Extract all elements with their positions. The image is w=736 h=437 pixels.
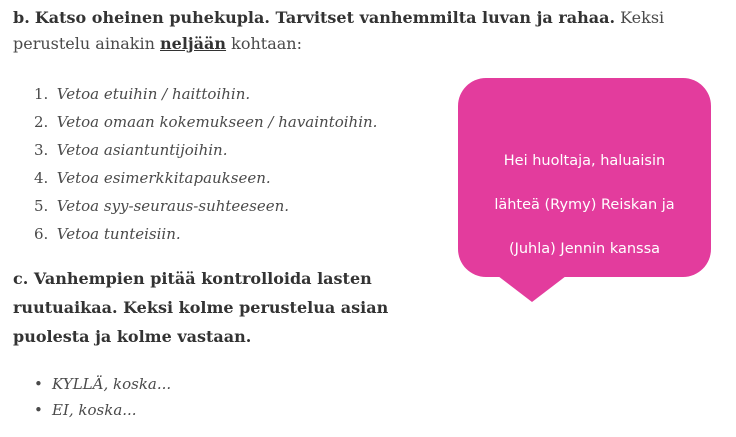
reasons-list	[34, 80, 377, 248]
section-c-line-2: ruutuaikaa. Keksi kolme perustelua asian	[13, 298, 389, 317]
speech-bubble-line: Hei huoltaja, haluaisin	[503, 153, 666, 169]
bullet-icon: •	[34, 375, 43, 393]
list-item-text: Vetoa syy-seuraus-suhteeseen.	[56, 197, 290, 215]
list-item-text: KYLLÄ, koska...	[52, 375, 172, 393]
list-item	[34, 192, 377, 220]
list-item-number: 1.	[34, 85, 49, 103]
section-b-bold-text: Katso oheinen puhekupla. Tarvitset vanhemmilta luvan ja rahaa.	[34, 8, 616, 27]
list-item	[34, 80, 377, 108]
section-b-text-after: kohtaan:	[231, 34, 302, 53]
speech-bubble-line: mökille sienestämään	[505, 285, 664, 301]
speech-bubble-tail	[498, 276, 566, 302]
section-c-line-3: puolesta ja kolme vastaan.	[13, 327, 252, 346]
list-item-text: Vetoa omaan kokemukseen / havaintoihin.	[56, 113, 378, 131]
list-item	[34, 136, 377, 164]
speech-bubble-text	[458, 128, 711, 370]
section-c-line-1	[13, 264, 403, 293]
list-item	[34, 371, 171, 397]
list-item-text: Vetoa esimerkkitapaukseen.	[56, 169, 271, 187]
section-b-keyword: neljään	[160, 34, 227, 53]
section-c-line-1-text: Vanhempien pitää kontrolloida lasten	[33, 269, 372, 288]
list-item-number: 2.	[34, 113, 49, 131]
answers-list	[34, 371, 171, 423]
list-item-text: Vetoa asiantuntijoihin.	[56, 141, 228, 159]
section-b-label: b.	[13, 8, 30, 27]
bullet-icon: •	[34, 401, 43, 419]
list-item	[34, 108, 377, 136]
speech-bubble	[458, 78, 711, 345]
list-item-number: 6.	[34, 225, 49, 243]
list-item	[34, 397, 171, 423]
speech-bubble-line: viikonlopuksi. Sopiiko?	[503, 329, 666, 345]
list-item-text: Vetoa tunteisiin.	[56, 225, 181, 243]
list-item	[34, 220, 377, 248]
section-b-instructions	[13, 5, 713, 57]
list-item-number: 4.	[34, 169, 49, 187]
speech-bubble-line: lähteä (Rymy) Reiskan ja	[494, 197, 675, 213]
list-item-number: 5.	[34, 197, 49, 215]
section-c-instructions	[13, 264, 403, 351]
list-item-number: 3.	[34, 141, 49, 159]
section-b-text-before: Keksi perustelu ainakin	[13, 8, 665, 53]
list-item-text: EI, koska...	[52, 401, 137, 419]
list-item	[34, 164, 377, 192]
speech-bubble-line: (Juhla) Jennin kanssa	[508, 241, 661, 257]
list-item-text: Vetoa etuihin / haittoihin.	[56, 85, 251, 103]
section-c-label: c.	[13, 269, 29, 288]
